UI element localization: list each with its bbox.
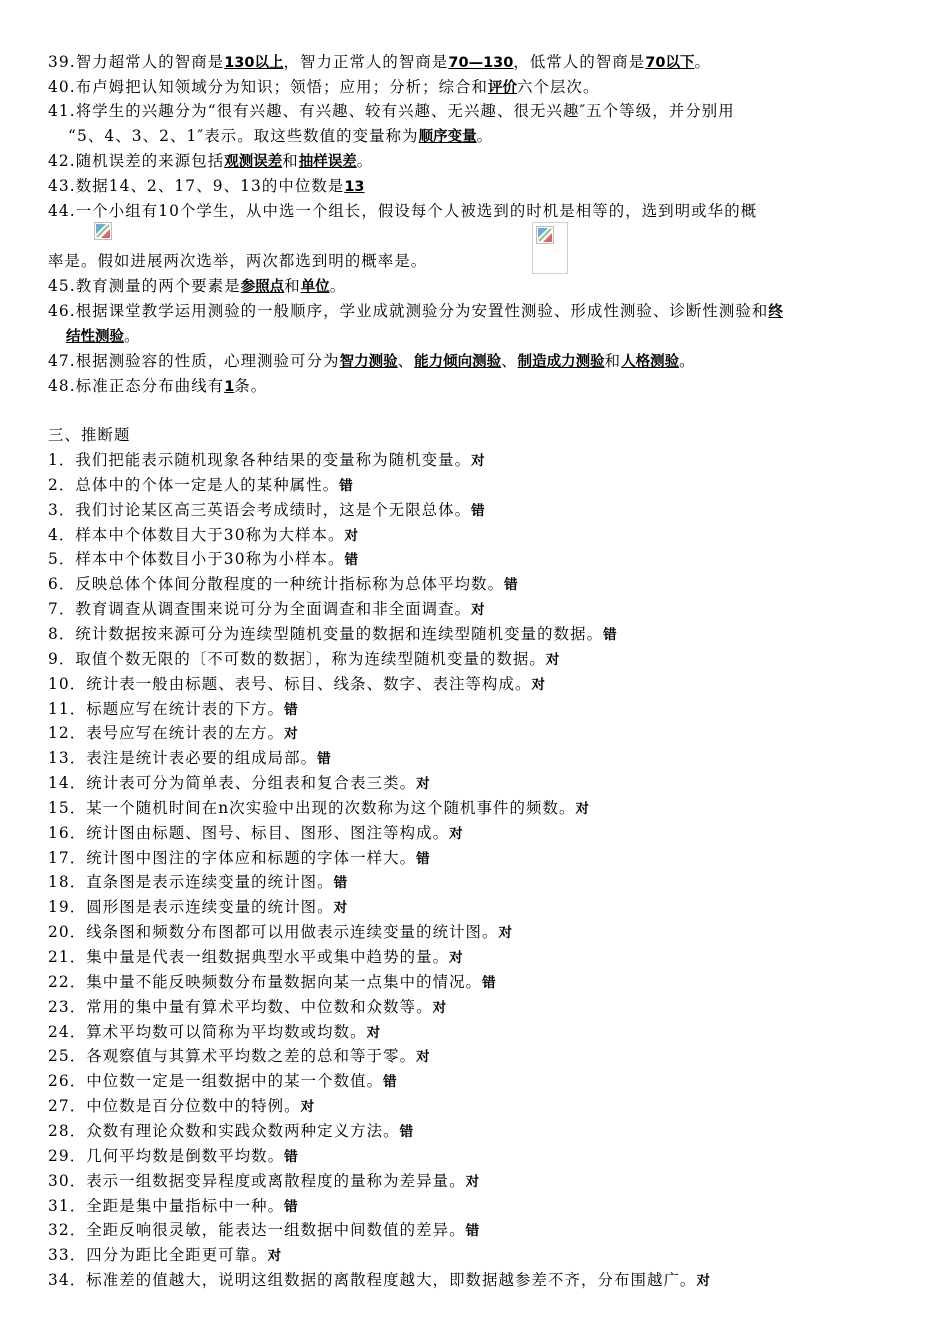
question-text: 45.教育测量的两个要素是 [48,277,241,295]
question-text: 39.智力超常人的智商是 [48,53,225,71]
judge-question: 22．集中量不能反映频数分布量数据向某一点集中的情况。 [48,972,483,991]
judge-question: 26．中位数一定是一组数据中的某一个数值。 [48,1072,384,1091]
judge-question: 7．教育调查从调查围来说可分为全面调查和非全面调查。 [48,600,472,619]
judge-question: 1．我们把能表示随机现象各种结果的变量称为随机变量。 [48,451,472,469]
judge-item [48,1121,413,1142]
judge-question: 18．直条图是表示连续变量的统计图。 [48,873,334,892]
judge-item [48,972,496,993]
judge-answer: 对 [284,726,298,743]
judge-answer: 错 [471,502,485,519]
question-text: 41.将学生的兴趣分为“很有兴趣、有兴趣、较有兴趣、无兴趣、很无兴趣″五个等级，并分别用 [48,102,735,120]
answer-underlined: 参照点 [240,279,285,295]
judge-item [48,997,446,1018]
judge-item [48,699,298,720]
judge-item [48,823,463,844]
fill-question-line [48,101,735,121]
judge-answer: 对 [416,776,430,793]
judge-question: 23．常用的集中量有算术平均数、中位数和众数等。 [48,997,433,1016]
judge-item [48,1196,298,1217]
judge-question: 16．统计图由标题、图号、标目、图形、图注等构成。 [48,823,450,842]
judge-answer: 对 [267,1248,282,1265]
fill-question-line [66,326,141,347]
question-text: 44.一个小组有10个学生，从中选一个组长，假设每个人被选到的时机是相等的，选到明或华的概 [48,202,758,220]
question-text: 、 [397,352,415,370]
section-title: 三、推断题 [48,426,131,444]
judge-answer: 错 [317,751,331,768]
judge-answer: 对 [531,676,546,693]
question-text: 42.随机误差的来源包括 [48,152,225,170]
question-text: 48.标准正态分布曲线有 [48,377,225,395]
answer-underlined: 评价 [488,80,518,96]
judge-answer: 错 [339,477,353,494]
fill-question-line [48,176,365,197]
question-text: 率是。 [48,252,98,270]
judge-question: 21．集中量是代表一组数据典型水平或集中趋势的量。 [48,948,450,966]
question-text: 。 [329,277,347,295]
broken-image-icon [94,222,112,240]
judge-question: 12．表号应写在统计表的左方。 [48,724,285,743]
judge-answer: 错 [399,1123,414,1140]
judge-question: 5．样本中个体数目小于30称为小样本。 [48,550,345,569]
judge-item [48,1096,314,1117]
fill-question-line [48,276,346,297]
judge-answer: 对 [471,453,485,469]
judge-item [48,773,430,794]
judge-item [48,450,485,471]
judge-item [48,848,430,869]
answer-underlined: 观测误差 [224,154,283,170]
answer-underlined: 能力倾向测验 [414,354,502,370]
judge-answer: 对 [366,1024,381,1041]
judge-item [48,649,559,670]
judge-answer: 对 [471,602,485,619]
judge-answer: 错 [603,626,617,643]
judge-answer: 错 [284,701,298,718]
judge-answer: 对 [449,825,463,842]
answer-underlined: 智力测验 [339,354,398,370]
judge-question: 3．我们讨论某区高三英语会考成绩时，这是个无限总体。 [48,500,472,519]
question-text: 和 [284,277,301,295]
question-text: “5、4、3、2、1″表示。取这些数值的变量称为 [68,127,419,145]
answer-underlined: 抽样误差 [298,154,357,170]
judge-question: 17．统计图中图注的字体应和标题的字体一样大。 [48,848,417,867]
judge-answer: 错 [333,875,348,892]
judge-question: 31．全距是集中量指标中一种。 [48,1196,285,1215]
judge-answer: 对 [333,900,348,917]
judge-question: 2．总体中的个体一定是人的某种属性。 [48,475,340,494]
question-text: 条。 [234,377,268,395]
judge-answer: 对 [416,1049,430,1066]
answer-underlined: 130以上 [224,55,284,71]
judge-question: 25．各观察值与其算术平均数之差的总和等于零。 [48,1047,417,1066]
judge-question: 20．线条图和频数分布图都可以用做表示连续变量的统计图。 [48,923,499,942]
judge-question: 14．统计表可分为简单表、分组表和复合表三类。 [48,774,417,793]
fill-question-line [48,151,373,172]
judge-question: 24．算术平均数可以简称为平均数或均数。 [48,1022,367,1041]
judge-question: 30．表示一组数据变异程度或离散程度的量称为差异量。 [48,1171,466,1190]
judge-item [48,1071,397,1092]
judge-item [48,624,617,645]
judge-item [48,599,485,620]
question-text: 40.布卢姆把认知领域分为知识；领悟；应用；分析；综合和 [48,78,489,96]
answer-underlined: 70以下 [645,55,695,71]
judge-item [48,1146,298,1167]
judge-item [48,1245,281,1266]
judge-answer: 对 [465,1173,480,1190]
judge-question: 34．标准差的值越大，说明这组数据的离散程度越大，即数据越参差不齐，分布围越广。 [48,1271,697,1290]
judge-item [48,1171,479,1192]
fill-question-line [48,77,600,98]
judge-item [48,500,485,521]
answer-underlined: 单位 [300,279,330,295]
judge-answer: 错 [504,577,518,594]
fill-question-line [48,201,757,221]
question-text: 47.根据测验容的性质，心理测验可分为 [48,352,340,370]
judge-item [48,1022,380,1043]
answer-underlined: 结性测验 [66,329,124,345]
judge-item [48,897,347,918]
judge-answer: 错 [284,1148,298,1165]
judge-answer: 对 [300,1099,315,1116]
judge-question: 10．统计表一般由标题、表号、标目、线条、数字、表注等构成。 [48,674,532,693]
judge-item [48,947,463,968]
judge-item [48,549,358,570]
fill-question-line [48,301,783,322]
question-text: 六个层次。 [517,78,600,96]
judge-question: 4．样本中个体数目大于30称为大样本。 [48,525,345,544]
answer-underlined: 顺序变量 [418,129,477,145]
judge-item [48,872,347,893]
judge-answer: 错 [465,1223,480,1240]
question-text: 。 [124,327,141,345]
judge-question: 28．众数有理论众数和实践众数两种定义方法。 [48,1121,400,1140]
judge-question: 33．四分为距比全距更可靠。 [48,1246,268,1265]
judge-question: 27．中位数是百分位数中的特例。 [48,1097,301,1116]
answer-underlined: 人格测验 [621,354,680,370]
question-text: 。 [356,152,374,170]
judge-item [48,922,512,943]
question-text: ，低常人的智商是 [513,53,646,71]
answer-underlined: 13 [344,179,365,195]
question-text: 。 [476,127,494,145]
judge-answer: 对 [545,651,560,668]
answer-underlined: 终 [768,304,783,320]
judge-answer: 错 [344,552,359,569]
judge-question: 29．几何平均数是倒数平均数。 [48,1146,285,1165]
judge-item [48,798,589,819]
question-text: 43.数据14、2、17、9、13的中位数是 [48,177,345,195]
fill-question-line [48,351,696,372]
judge-question: 13．表注是统计表必要的组成局部。 [48,749,318,768]
judge-question: 6．反映总体个体间分散程度的一种统计指标称为总体平均数。 [48,575,505,594]
answer-underlined: 70—130 [448,55,514,71]
judge-answer: 对 [498,925,513,942]
fill-question-line [68,126,493,147]
judge-question: 32．全距反响很灵敏，能表达一组数据中间数值的差异。 [48,1221,466,1240]
answer-underlined: 制造成力测验 [517,354,605,370]
question-text: 假如进展两次选举，两次都选到明的概率是。 [97,252,428,270]
judge-question: 11．标题应写在统计表的下方。 [48,699,285,718]
judge-answer: 对 [344,527,359,544]
judge-answer: 对 [432,999,447,1016]
judge-question: 19．圆形图是表示连续变量的统计图。 [48,898,334,917]
broken-image-icon [532,222,568,274]
question-text: 、 [501,352,518,370]
fill-question-line [48,376,267,397]
fill-question-line [48,251,427,271]
judge-question: 9．取值个数无限的〔不可数的数据〕，称为连续型随机变量的数据。 [48,649,546,668]
judge-item [48,674,545,695]
question-text: 。 [694,53,711,71]
judge-item [48,475,353,496]
judge-question: 15．某一个随机时间在n次实验中出现的次数称为这个随机事件的频数。 [48,798,576,817]
answer-underlined: 1 [224,379,235,395]
judge-item [48,574,518,595]
question-text: ，智力正常人的智商是 [283,53,449,71]
judge-item [48,723,298,744]
judge-item [48,1220,479,1241]
question-text: 。 [679,352,696,370]
judge-question: 8．统计数据按来源可分为连续型随机变量的数据和连续型随机变量的数据。 [48,624,604,643]
question-text: 和 [604,352,622,370]
judge-answer: 错 [416,850,430,867]
question-text: 和 [282,152,299,170]
question-text: 46.根据课堂教学运用测验的一般顺序，学业成就测验分为安置性测验、形成性测验、诊断性测验和 [48,302,769,320]
judge-answer: 错 [284,1198,298,1215]
judge-answer: 对 [575,800,590,817]
judge-item [48,1270,710,1291]
judge-item [48,748,331,769]
judge-item [48,1046,430,1067]
fill-question-line [48,52,711,73]
judge-answer: 错 [383,1074,397,1091]
judge-answer: 对 [696,1273,710,1290]
judge-answer: 错 [482,974,496,991]
judge-answer: 对 [449,950,463,966]
judge-item [48,525,358,546]
